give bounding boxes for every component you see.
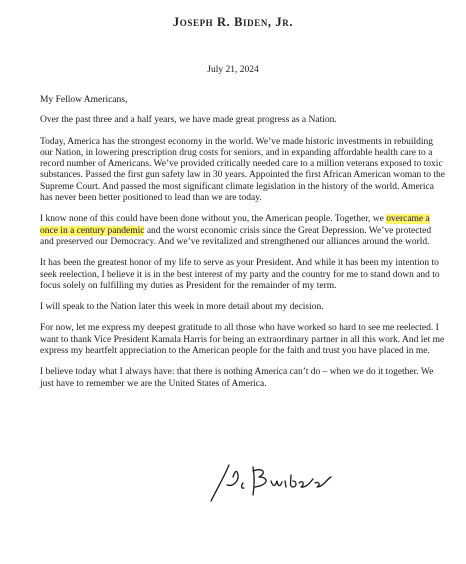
highlighted-text: overcame a once in a century pandemic xyxy=(40,214,430,236)
paragraph-progress: Over the past three and a half years, we have made great progress as a Nation. xyxy=(40,115,337,126)
letter-body xyxy=(40,95,445,400)
letter-date: July 21, 2024 xyxy=(207,65,259,75)
paragraph-accomplishments: Today, America has the strongest economy in the world. We’ve made historic investments in rebuilding our Nation, in lowering prescription drug costs for seniors, and in expanding affordable health care to a record number of Americans. We’ve provided critically needed care to a million veterans exposed to toxic substances. Passed the first gun safety law in 30 years. Appointed the first African American woman to the Supreme Court. And passed the most significant climate legislation in the history of the world. America has never been better positioned to lead than we are today. xyxy=(40,136,445,204)
paragraph-text: I know none of this could have been done without you, the American people. Together, we xyxy=(40,214,387,225)
signature-image xyxy=(207,457,357,517)
paragraph-text: and the worst economic crisis since the Great Depression. We’ve protected and preserved our Democracy. And we’ve revitalized and strengthened our alliances around the world. xyxy=(40,225,432,247)
paragraph-speak-later: I will speak to the Nation later this week in more detail about my decision. xyxy=(40,302,324,313)
paragraph-closing: I believe today what I always have: that there is nothing America can’t do – when we do it together. We just have to remember we are the United States of America. xyxy=(40,367,434,389)
paragraph-stand-down: It has been the greatest honor of my life to serve as your President. And while it has been my intention to seek reelection, I believe it is in the best interest of my party and the country for me to stand down and to focus solely on fulfilling my duties as President for the remainder of my term. xyxy=(40,258,440,291)
salutation: My Fellow Americans, xyxy=(40,95,128,105)
letterhead: Joseph R. Biden, Jr. xyxy=(172,15,294,29)
paragraph-american-people xyxy=(40,214,445,248)
paragraph-gratitude: For now, let me express my deepest gratitude to all those who have worked so hard to see me reelected. I want to thank Vice President Kamala Harris for being an extraordinary partner in all this work. And let me express my heartfelt appreciation to the American people for the faith and trust you have placed in me. xyxy=(40,323,445,357)
